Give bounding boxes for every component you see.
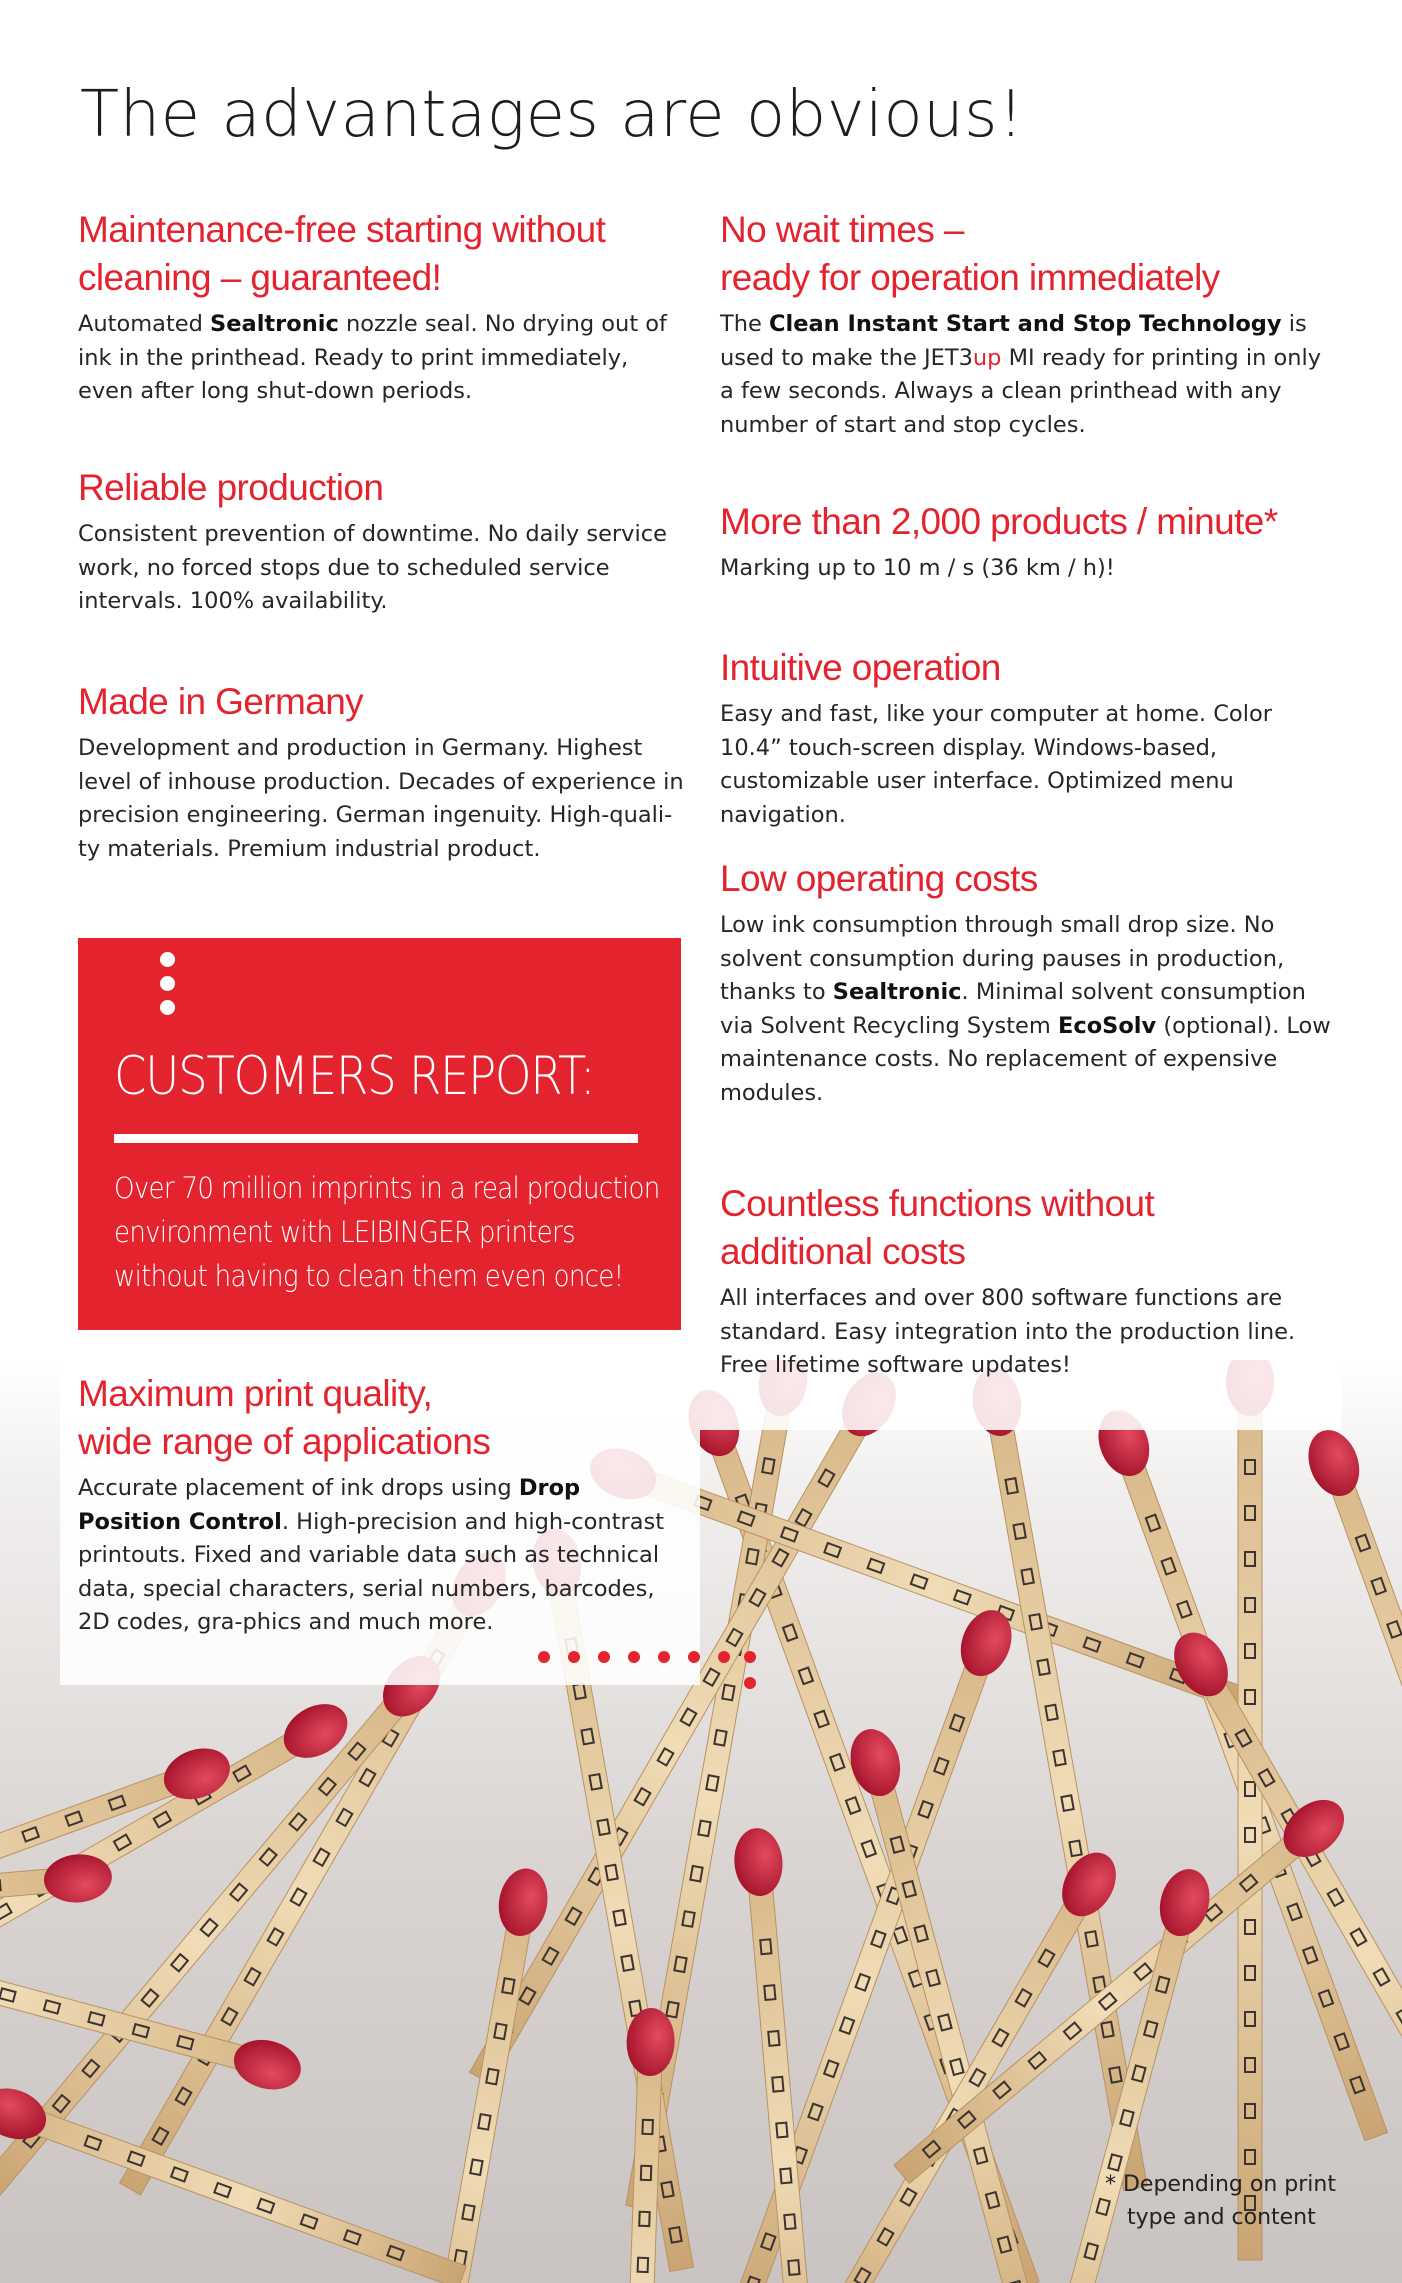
customers-report-text: Over 70 million imprints in a real production environment with LEIBINGER printers without having to clean them even once! — [114, 1171, 660, 1293]
dotted-line-icon — [538, 1649, 758, 1689]
customers-report-box — [78, 938, 681, 1330]
section-low-operating-costs — [720, 855, 1340, 1110]
section-text: Marking up to 10 m / s (36 km / h)! — [720, 555, 1115, 581]
section-heading: Countless functions without additional costs — [720, 1183, 1155, 1272]
section-text: Accurate placement of ink drops using Drop Position Control. High-precision and high-contrast printouts. Fixed and variable data such as technical data, special characters, serial numbers, barcodes, 2D codes, gra-phics and much more. — [78, 1475, 665, 1635]
section-text: Easy and fast, like your computer at home. Color 10.4” touch-screen display. Windows-based, customizable user interface. Optimized menu navigation. — [720, 701, 1272, 828]
section-countless-functions — [720, 1180, 1340, 1383]
section-heading: Made in Germany — [78, 681, 364, 722]
section-intuitive-operation — [720, 644, 1340, 832]
section-text: Development and production in Germany. Highest level of inhouse production. Decades of experience in precision engineering. German ingenuity. High-quali-ty materials. Premium industrial product. — [78, 735, 684, 862]
section-heading: Maximum print quality, wide range of applications — [78, 1373, 491, 1462]
section-text: All interfaces and over 800 software functions are standard. Easy integration into the production line. Free lifetime software updates! — [720, 1285, 1296, 1378]
section-text: Automated Sealtronic nozzle seal. No drying out of ink in the printhead. Ready to print immediately, even after long shut-down periods. — [78, 311, 667, 404]
footnote — [1105, 2168, 1365, 2234]
section-heading: Reliable production — [78, 467, 384, 508]
section-products-per-minute — [720, 498, 1340, 586]
section-heading: Intuitive operation — [720, 647, 1001, 688]
section-heading: More than 2,000 products / minute* — [720, 501, 1278, 542]
section-print-quality — [78, 1370, 690, 1640]
section-text: Consistent prevention of downtime. No daily service work, no forced stops due to scheduled service intervals. 100% availability. — [78, 521, 667, 614]
section-heading: Low operating costs — [720, 858, 1038, 899]
section-text: The Clean Instant Start and Stop Technology is used to make the JET3up MI ready for printing in only a few seconds. Always a clean printhead with any number of start and stop cycles. — [720, 311, 1322, 438]
footnote-line: * Depending on print — [1105, 2172, 1336, 2197]
footnote-line: type and content — [1127, 2205, 1316, 2230]
matchstick — [732, 1826, 833, 2283]
matchstick — [410, 1865, 553, 2283]
section-reliable-production — [78, 464, 690, 619]
section-maintenance-free — [78, 206, 690, 409]
divider — [114, 1134, 638, 1143]
page-title: The advantages are obvious! — [80, 78, 1025, 152]
section-heading: Maintenance-free starting without cleaning – guaranteed! — [78, 209, 606, 298]
customers-report-title: CUSTOMERS REPORT: — [114, 1046, 595, 1107]
section-heading: No wait times – ready for operation immediately — [720, 209, 1220, 298]
section-made-in-germany — [78, 678, 690, 866]
vertical-dots-icon — [160, 952, 175, 1024]
section-no-wait-times — [720, 206, 1340, 442]
section-text: Low ink consumption through small drop size. No solvent consumption during pauses in production, thanks to Sealtronic. Minimal solvent consumption via Solvent Recycling System EcoSolv (optional). Low maintenance costs. No replacement of expensive modules. — [720, 912, 1331, 1106]
